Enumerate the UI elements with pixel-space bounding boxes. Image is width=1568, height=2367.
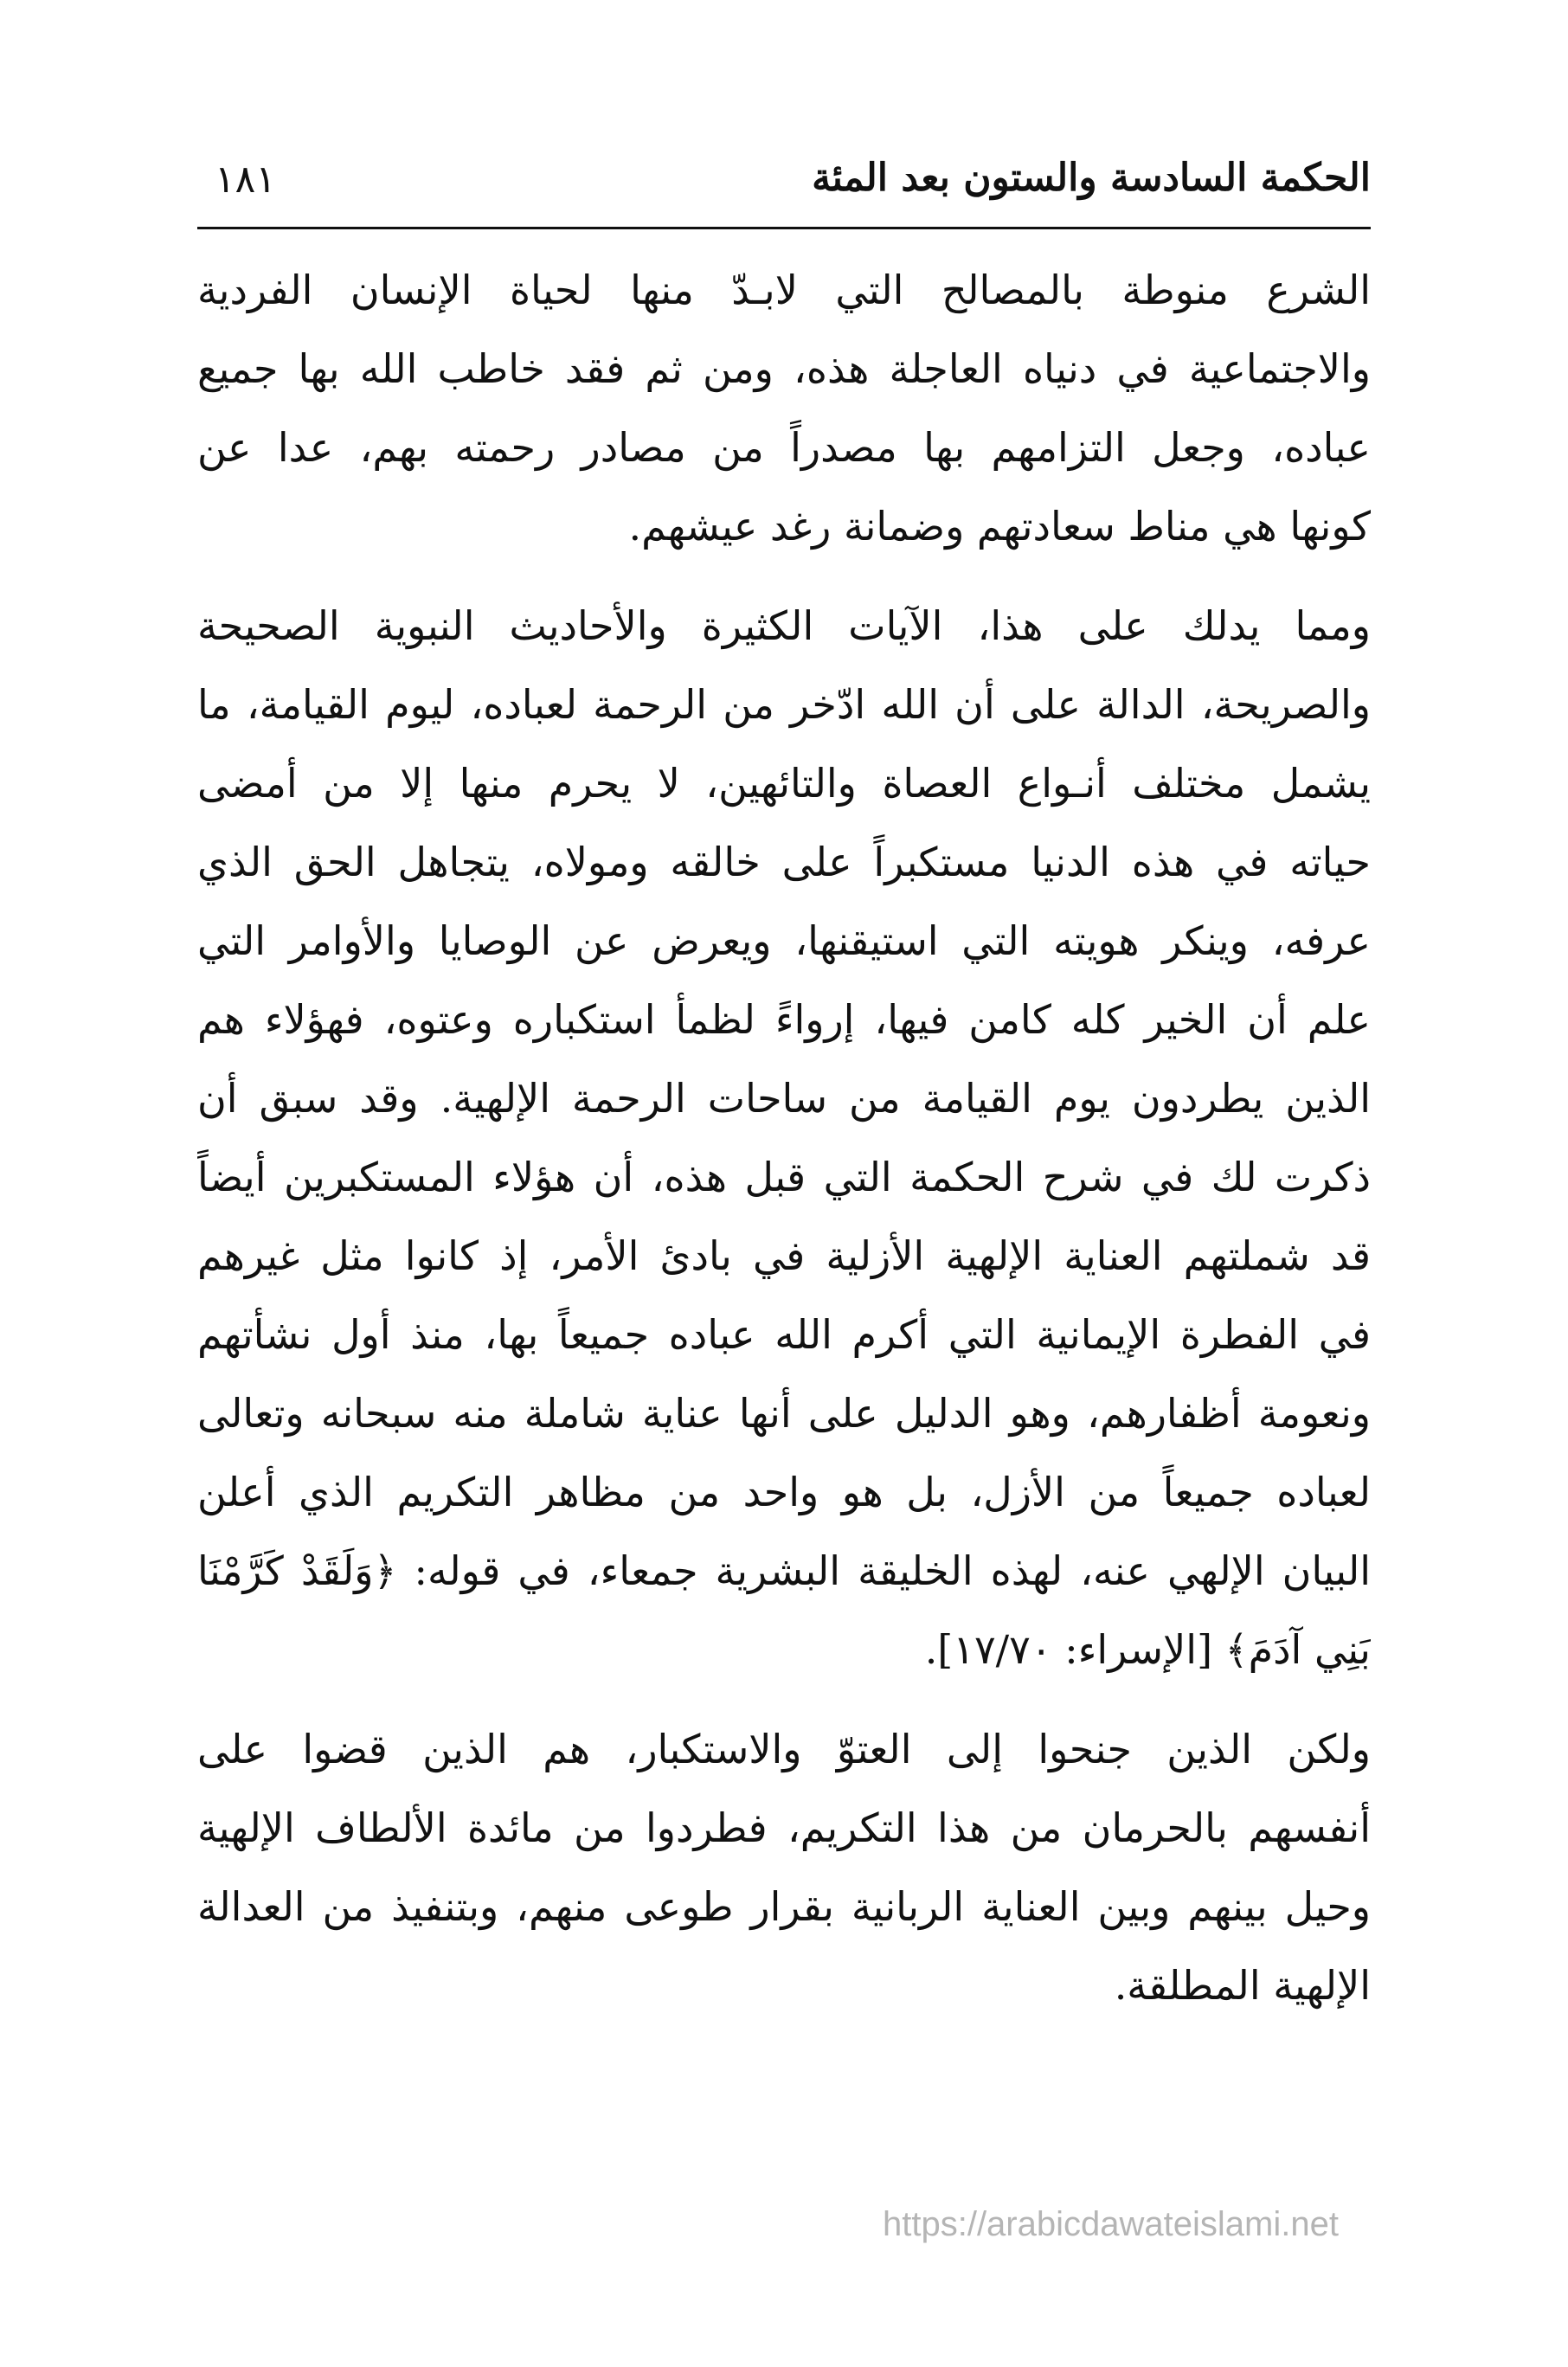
paragraph-spacing xyxy=(197,566,1371,587)
paragraph-spacing xyxy=(197,1689,1371,1710)
text-line: الشرع منوطة بالمصالح التي لابـدّ منها لحياة الإنسان الفردية xyxy=(197,267,1371,313)
text-line: ونعومة أظفارهم، وهو الدليل على أنها عناية شاملة منه سبحانه وتعالى xyxy=(197,1390,1371,1437)
text-line: والاجتماعية في دنياه العاجلة هذه، ومن ثم فقد خاطب الله بها جميع xyxy=(197,345,1371,392)
text-line: ومما يدلك على هذا، الآيات الكثيرة والأحاديث النبوية الصحيحة xyxy=(197,602,1371,649)
watermark-url: https://arabicdawateislami.net xyxy=(883,2205,1339,2243)
text-line: والصريحة، الدالة على أن الله ادّخر من الرحمة لعباده، ليوم القيامة، ما xyxy=(197,681,1371,728)
paragraph-2 xyxy=(197,587,1371,1689)
page-header xyxy=(197,147,1371,225)
text-line: في الفطرة الإيمانية التي أكرم الله عباده جميعاً بها، منذ أول نشأتهم xyxy=(197,1311,1371,1358)
running-title: الحكمة السادسة والستون بعد المئة xyxy=(812,156,1371,200)
text-line: وحيل بينهم وبين العناية الربانية بقرار طوعى منهم، وبتنفيذ من العدالة xyxy=(197,1883,1371,1930)
main-text xyxy=(197,251,1371,2025)
text-line: قد شملتهم العناية الإلهية الأزلية في بادئ الأمر، إذ كانوا مثل غيرهم xyxy=(197,1232,1371,1279)
header-divider xyxy=(197,227,1371,229)
text-line: عباده، وجعل التزامهم بها مصدراً من مصادر رحمته بهم، عدا عن xyxy=(197,424,1371,471)
text-line: ذكرت لك في شرح الحكمة التي قبل هذه، أن هؤلاء المستكبرين أيضاً xyxy=(197,1154,1371,1200)
page-number: ١٨١ xyxy=(215,158,276,202)
paragraph-1 xyxy=(197,251,1371,566)
paragraph-3 xyxy=(197,1710,1371,2025)
text-line: ولكن الذين جنحوا إلى العتوّ والاستكبار، هم الذين قضوا على xyxy=(197,1726,1371,1772)
text-line: يشمل مختلف أنـواع العصاة والتائهين، لا يحرم منها إلا من أمضى xyxy=(197,760,1371,807)
quran-reference: [الإسراء: ١٧/٧٠]. xyxy=(924,1626,1213,1673)
text-line: علم أن الخير كله كامن فيها، إرواءً لظمأ استكباره وعتوه، فهؤلاء هم xyxy=(197,996,1371,1043)
text-line: أنفسهم بالحرمان من هذا التكريم، فطردوا من مائدة الألطاف الإلهية xyxy=(197,1804,1371,1851)
quran-quote: بَنِي آدَمَ﴾ xyxy=(1224,1626,1371,1673)
text-line: عرفه، وينكر هويته التي استيقنها، ويعرض عن الوصايا والأوامر التي xyxy=(197,917,1371,964)
text-line: البيان الإلهي عنه، لهذه الخليقة البشرية جمعاء، في قوله: ﴿وَلَقَدْ كَرَّمْنَا xyxy=(197,1547,1371,1594)
text-line: الإلهية المطلقة. xyxy=(1114,1962,1371,2009)
text-line: لعباده جميعاً من الأزل، بل هو واحد من مظاهر التكريم الذي أعلن xyxy=(197,1469,1371,1515)
text-line: كونها هي مناط سعادتهم وضمانة رغد عيشهم. xyxy=(628,503,1371,550)
text-line-closing xyxy=(197,1611,1371,1689)
text-line: حياته في هذه الدنيا مستكبراً على خالقه ومولاه، يتجاهل الحق الذي xyxy=(197,839,1371,885)
text-line: الذين يطردون يوم القيامة من ساحات الرحمة الإلهية. وقد سبق أن xyxy=(197,1075,1371,1122)
